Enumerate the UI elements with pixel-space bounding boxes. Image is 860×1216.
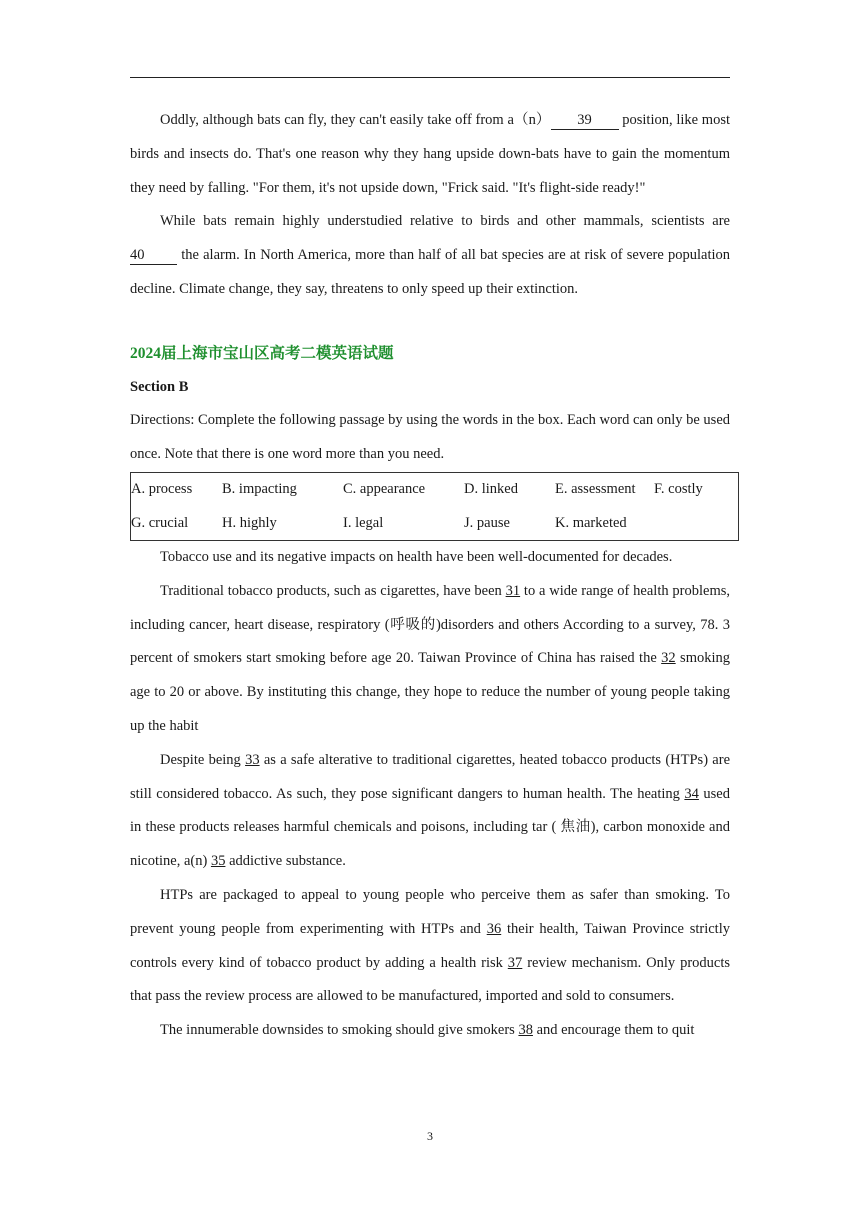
word-box-row-2	[131, 506, 738, 540]
word-option: J. pause	[464, 514, 510, 531]
word-option: A. process	[131, 481, 193, 498]
text: HTPs are packaged to appeal to young people who perceive them as safer than smoking. To prevent young people from experimenting with HTPs and	[130, 886, 730, 937]
passage-a-paragraph-2	[130, 205, 730, 306]
text: Despite being	[160, 751, 246, 768]
passage-b-paragraph-2	[130, 575, 730, 744]
header-rule	[130, 77, 730, 78]
blank-38: 38	[518, 1022, 533, 1039]
word-option: F. costly	[654, 481, 703, 498]
blank-33: 33	[245, 751, 260, 768]
text: their health, Taiwan Province strictly controls every kind of tobacco product by adding a health risk	[130, 920, 730, 971]
text: and encourage them to quit	[532, 1022, 695, 1039]
text: addictive substance.	[225, 853, 346, 870]
blank-36: 36	[486, 920, 502, 937]
word-box	[130, 472, 739, 541]
blank-31: 31	[505, 582, 521, 599]
text: position, like most birds and insects do. That's one reason why they hang upside down-bats have to gain the momentum they need by falling. "For them, it's not upside down, "Frick said. "It's flight-side ready!"	[130, 112, 730, 196]
passage-a-paragraph-1	[130, 104, 730, 205]
text: Oddly, although bats can fly, they can't easily take off from a（n）	[160, 112, 551, 128]
word-option: B. impacting	[222, 481, 297, 498]
word-box-row-1	[131, 473, 738, 507]
text: review mechanism. Only products that pass the review process are allowed to be manufactured, imported and sold to consumers.	[130, 954, 731, 1005]
word-option: D. linked	[464, 481, 518, 498]
text: as a safe alterative to traditional cigarettes, heated tobacco products (HTPs) are still considered tobacco. As such, they pose significant dangers to human health. The heating	[130, 751, 731, 802]
blank-40: 40	[130, 247, 177, 265]
blank-32: 32	[661, 650, 676, 667]
blank-39: 39	[551, 112, 619, 130]
word-option: H. highly	[222, 514, 277, 531]
passage-b-paragraph-4	[130, 879, 730, 1014]
section-label: Section B	[130, 378, 189, 395]
text: smoking age to 20 or above. By instituting this change, they hope to reduce the number of young people taking up the habit	[130, 650, 731, 734]
passage-b-paragraph-1: Tobacco use and its negative impacts on health have been well-documented for decades.	[160, 548, 673, 565]
passage-b-paragraph-5	[130, 1014, 730, 1048]
word-option: E. assessment	[555, 481, 636, 498]
directions: Directions: Complete the following passage by using the words in the box. Each word can only be used once. Note that there is one word more than you need.	[130, 412, 731, 463]
text: to a wide range of health problems, including cancer, heart disease, respiratory (呼吸的)disorders and others According to a survey, 78. 3 percent of smokers start smoking before age 20. Taiwan Province of China has raised the	[130, 582, 730, 667]
text: used in these products releases harmful chemicals and poisons, including tar ( 焦油), carbon monoxide and nicotine, a(n)	[130, 785, 730, 870]
text: Traditional tobacco products, such as cigarettes, have been	[160, 582, 506, 599]
section-title	[130, 337, 730, 371]
page-number: 3	[427, 1129, 433, 1143]
blank-35: 35	[210, 853, 226, 870]
text: While bats remain highly understudied relative to birds and other mammals, scientists are	[160, 213, 730, 230]
word-option: I. legal	[343, 514, 384, 531]
word-option: G. crucial	[131, 514, 189, 531]
passage-b-paragraph-3	[130, 744, 730, 879]
word-option: K. marketed	[555, 514, 627, 531]
blank-34: 34	[684, 785, 699, 802]
text: The innumerable downsides to smoking should give smokers	[160, 1022, 519, 1039]
word-option: C. appearance	[343, 481, 426, 498]
text: the alarm. In North America, more than half of all bat species are at risk of severe population decline. Climate change, they say, threatens to only speed up their extinction.	[130, 247, 730, 297]
blank-37: 37	[507, 954, 523, 971]
title-text: 届上海市宝山区高考二模英语试题	[161, 343, 394, 362]
title-year: 2024	[130, 344, 161, 362]
page-content	[130, 104, 730, 1048]
